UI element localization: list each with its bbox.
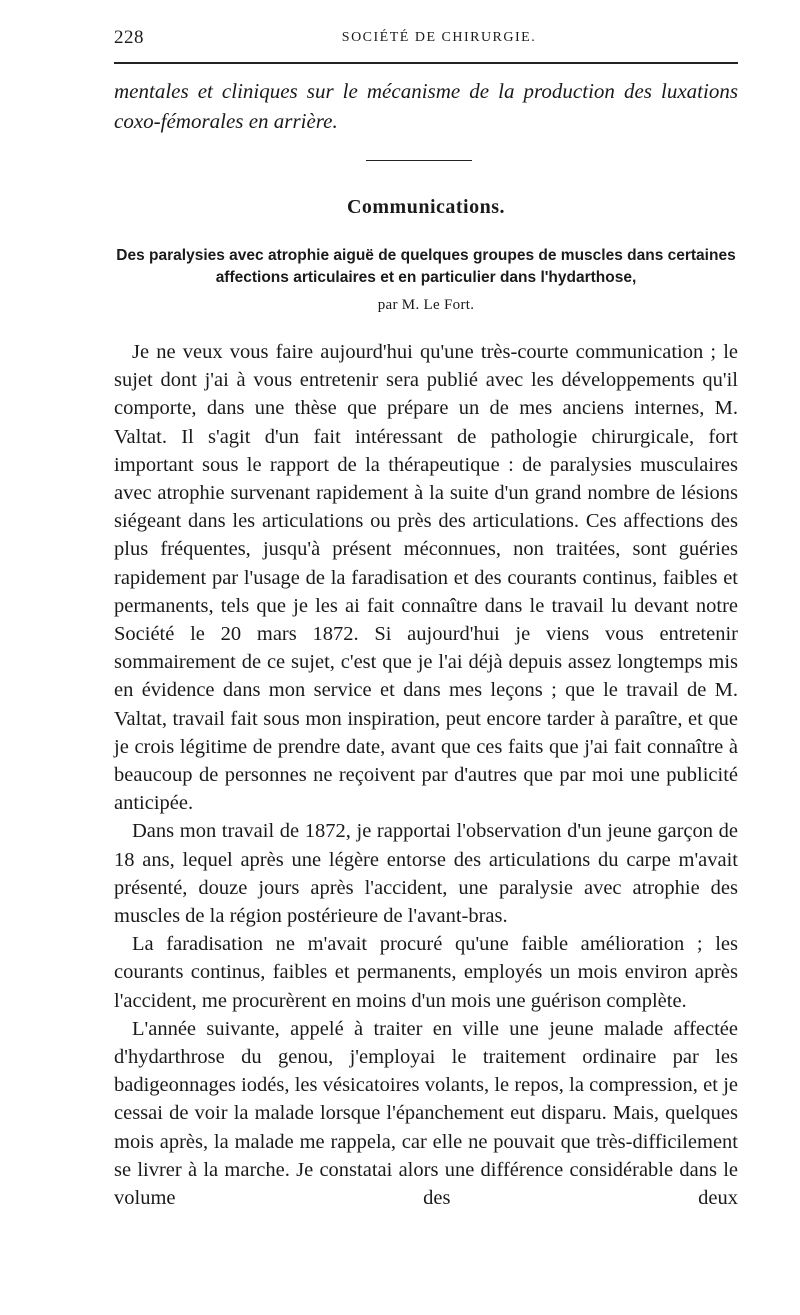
page-number: 228 bbox=[114, 27, 144, 48]
paragraph: Dans mon travail de 1872, je rapportai l'observation d'un jeune garçon de 18 ans, lequel après une légère entorse des articulations du carpe m'avait présenté, douze jours après l'accident, une paralysie avec atrophie des muscles de la région postérieure de l'avant-bras. bbox=[114, 820, 738, 928]
paragraph: Je ne veux vous faire aujourd'hui qu'une très-courte communication ; le sujet dont j'ai à vous entretenir sera publié avec les développements qu'il comporte, dans une thèse que prépare un de mes anciens internes, M. Valtat. Il s'agit d'un fait intéressant de pathologie chirurgicale, fort important sous le rapport de la thérapeutique : de paralysies musculaires avec atrophie survenant rapidement à la suite d'un grand nombre de lésions siégeant dans les articulations ou près des articulations. Ces affections des plus fréquentes, jusqu'à présent méconnues, non traitées, sont guéries rapidement par l'usage de la faradisation et des courants continus, faibles et permanents, tels que je les ai fait connaître dans le travail lu devant notre Société le 20 mars 1872. Si aujourd'hui je viens vous entretenir sommairement de ce sujet, c'est que je l'ai déjà depuis assez longtemps mis en évidence dans mon service et dans mes leçons ; que le travail de M. Valtat, travail fait sous mon inspiration, peut encore tarder à paraître, et que je crois légitime de prendre date, avant que ces faits que j'ai fait connaître à beaucoup de personnes ne reçoivent par d'autres que par moi une publicité anticipée. bbox=[114, 341, 738, 815]
intro-text: mentales et cliniques sur le mécanisme de la production des luxations coxo-fémorales en arrière. bbox=[114, 79, 738, 133]
paragraph: L'année suivante, appelé à traiter en ville une jeune malade affectée d'hydarthrose du genou, j'employai le traitement ordinaire par les badigeonnages iodés, les vésicatoires volants, le repos, la compression, et je cessai de voir la malade lorsque l'épanchement eut disparu. Mais, quelques mois après, la malade me rappela, car elle ne pouvait que très-difficilement se livrer à la marche. Je constatai alors une différence considérable dans le volume des deux bbox=[114, 1017, 738, 1210]
section-divider bbox=[366, 160, 472, 161]
running-title: SOCIÉTÉ DE CHIRURGIE. bbox=[341, 30, 537, 45]
header-rule bbox=[114, 62, 738, 64]
byline: par M. Le Fort. bbox=[377, 297, 475, 313]
running-head bbox=[114, 27, 738, 53]
section-heading: Communications. bbox=[346, 196, 506, 218]
paper-title: Des paralysies avec atrophie aiguë de quelques groupes de muscles dans certaines affections articulaires et en particulier dans l'hydarthose, bbox=[116, 247, 736, 286]
paragraph: La faradisation ne m'avait procuré qu'une faible amélioration ; les courants continus, faibles et permanents, employés un mois environ après l'accident, me procurèrent en moins d'un mois une guérison complète. bbox=[114, 933, 738, 1012]
body-text bbox=[114, 338, 738, 1212]
